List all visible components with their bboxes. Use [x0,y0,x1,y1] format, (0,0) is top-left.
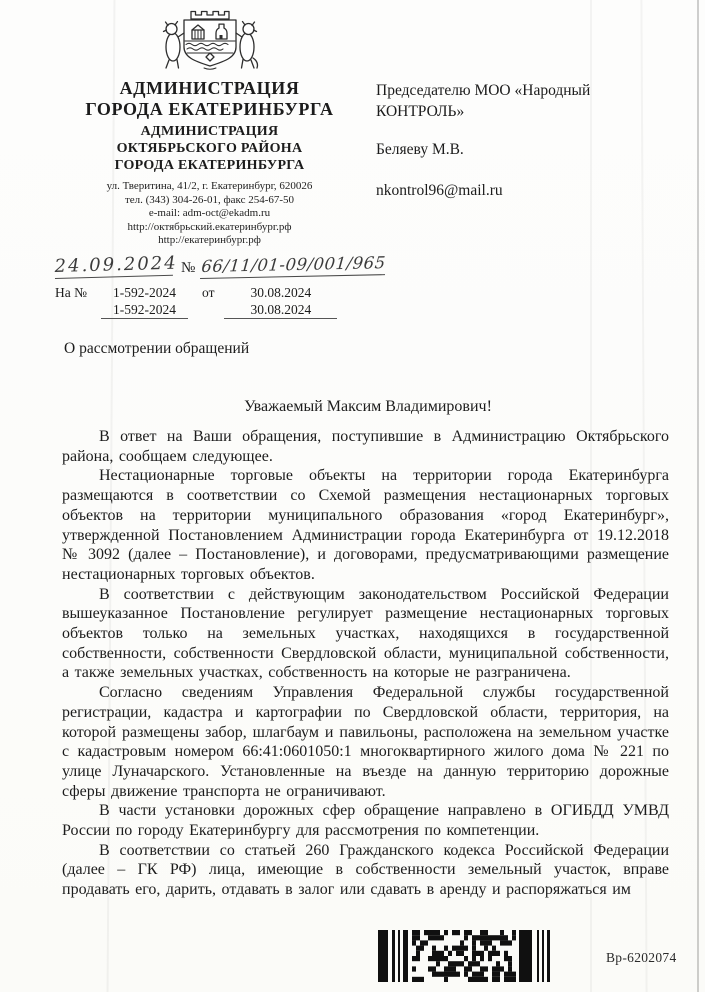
city-website: http://екатеринбург.рф [158,234,261,247]
body-paragraph: В соответствии со статьей 260 Гражданского кодекса Российской Федерации (далее – ГК РФ) лица, имеющие в собственности земельный участок, вправе продавать его, дарить, отдавать в залог или сдавать в аренду и распоряжаться им [62,841,669,899]
organization-name [52,78,367,120]
body-paragraph: В ответ на Ваши обращения, поступившие в Администрацию Октябрьского района, сообщаем следующее. [62,428,669,465]
body-paragraph: Согласно сведениям Управления Федеральной службы государственной регистрации, кадастра и картографии по Свердловской области, территория, на которой размещены забор, шлагбаум и павильоны, расположена на земельном участке с кадастровым номером 66:41:0601050:1 многоквартирного жилого дома № 221 по улице Луначарского. Установленные на въезде на данную территорию дорожные сферы движение транспорта не ограничивают. [62,684,669,800]
organization-name-line2: ГОРОДА ЕКАТЕРИНБУРГА [85,99,334,119]
addressee-position-org: Председателю МОО «Народный КОНТРОЛЬ» [376,82,591,120]
phone-fax: тел. (343) 304-26-01, факс 254-67-50 [124,193,295,206]
organization-name-line1: АДМИНИСТРАЦИЯ [119,78,300,98]
addressee-name: Беляеву М.В. [376,141,464,158]
postal-address: ул. Тверитина, 41/2, г. Екатеринбург, 620026 [106,180,313,192]
contact-block [52,180,367,248]
incoming-number-2: 1-592-2024 [113,302,176,317]
outgoing-reference-row [54,252,395,279]
letterhead [52,6,367,248]
barcode-icon [378,930,553,982]
division-name-line1: АДМИНИСТРАЦИЯ [140,124,279,139]
page-edge-line [697,0,699,992]
coat-of-arms-icon [154,6,266,72]
incoming-number-1: 1-592-2024 [113,285,176,300]
body-paragraph: В соответствии с действующим законодательством Российской Федерации вышеуказанное Постановление регулирует размещение нестационарных торговых объектов только на земельных участках, находящихся в государственной собственности, собственности Свердловской области, муниципальной собственности, а также земельных участках, собственность на которые не разграничена. [62,585,669,682]
incoming-date-1: 30.08.2024 [250,285,312,300]
org-email: e-mail: adm-oct@ekadm.ru [148,207,271,220]
registration-code: Вр-6202074 [606,950,677,965]
addressee-email: nkontrol96@mail.ru [376,182,503,199]
from-label: от [202,285,215,300]
salutation: Уважаемый Максим Владимирович! [244,398,492,415]
in-reply-to-label: На № [55,285,87,300]
division-name-line2: ОКТЯБРЬСКОГО РАЙОНА [116,141,303,156]
number-sign-label: № [181,260,196,276]
division-name-line3: ГОРОДА ЕКАТЕРИНБУРГА [114,158,305,173]
letter-subject: О рассмотрении обращений [64,340,250,357]
district-website: http://октябрьский.екатеринбург.рф [127,220,292,233]
addressee-block [376,80,648,201]
outgoing-date-handwritten: 24.09.2024 [54,252,178,278]
incoming-date-2: 30.08.2024 [250,302,312,317]
letter-body [62,427,669,900]
requisites-block [54,252,395,319]
incoming-numbers [101,284,188,319]
incoming-reference-row [55,284,395,319]
division-name [52,123,367,174]
outgoing-number-handwritten: 66/11/01-09/001/965 [200,253,387,279]
body-paragraph: Нестационарные торговые объекты на территории города Екатеринбурга размещаются в соответствии со Схемой размещения нестационарных торговых объектов на территории муниципального образования «город Екатеринбург», утвержденной Постановлением Администрации города Екатеринбурга от 19.12.2018 № 3092 (далее – Постановление), и договорами, предусматривающими размещение нестационарных торговых объектов. [62,467,669,583]
incoming-dates [224,284,337,319]
body-paragraph: В части установки дорожных сфер обращение направлено в ОГИБДД УМВД России по городу Екатеринбургу для рассмотрения по компетенции. [62,802,669,840]
